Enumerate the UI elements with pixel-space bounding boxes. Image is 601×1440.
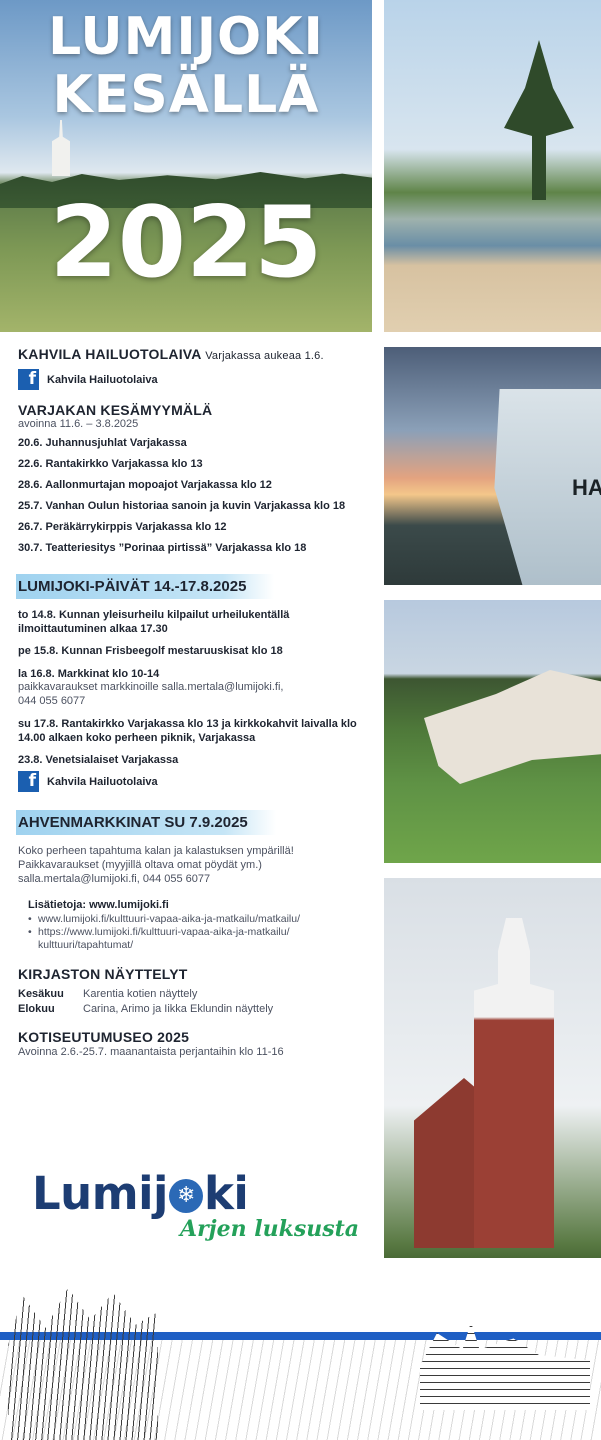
church-tower	[474, 918, 554, 1248]
facebook-link[interactable]: f Kahvila Hailuotolaiva	[18, 771, 363, 792]
horse-head	[424, 670, 601, 790]
ahven-text: Paikkavaraukset (myyjillä oltava omat pöydät ym.)	[18, 859, 262, 871]
kesamyymala-hours: avoinna 11.6. – 3.8.2025	[18, 418, 139, 430]
exhibition-text: Karentia kotien näyttely	[83, 988, 198, 1000]
landscape-illustration	[0, 1270, 601, 1440]
ahvenmarkkinat-banner: AHVENMARKKINAT SU 7.9.2025	[16, 810, 276, 835]
hero-image	[0, 0, 372, 332]
info-link[interactable]: • https://www.lumijoki.fi/kulttuuri-vapaa-aika-ja-matkailu/ kulttuuri/tapahtumat/	[28, 926, 363, 952]
kirjasto-heading: KIRJASTON NÄYTTELYT	[18, 966, 188, 982]
photo-column	[384, 0, 601, 1270]
list-item: 30.7. Teatteriesitys ”Porinaa pirtissä” Varjakassa klo 18	[18, 542, 307, 554]
list-item: 22.6. Rantakirkko Varjakassa klo 13	[18, 458, 203, 470]
contact-note: 044 055 6077	[18, 695, 86, 707]
facebook-icon: f	[18, 771, 39, 792]
ahven-text: Koko perheen tapahtuma kalan ja kalastuksen ympärillä!	[18, 845, 294, 857]
snowflake-icon: ❄	[169, 1179, 203, 1213]
list-item: 28.6. Aallonmurtajan mopoajot Varjakassa klo 12	[18, 479, 272, 491]
reeds-drawing	[8, 1280, 158, 1440]
logo-wordmark: Lumij ❄ ki	[32, 1167, 249, 1220]
list-item: 23.8. Venetsialaiset Varjakassa	[18, 754, 179, 766]
list-item: su 17.8. Rantakirkko Varjakassa klo 13 ja kirkkokahvit laivalla klo 14.00 alkaen koko perheen piknik, Varjakassa	[18, 718, 357, 744]
lumijoki-logo	[32, 1168, 359, 1242]
event-listing	[18, 346, 363, 1059]
info-link[interactable]: • www.lumijoki.fi/kulttuuri-vapaa-aika-ja-matkailu/matkailu/	[28, 913, 363, 926]
list-item: pe 15.8. Kunnan Frisbeegolf mestaruuskisat klo 18	[18, 645, 283, 657]
lumijoki-paivat-banner: LUMIJOKI-PÄIVÄT 14.-17.8.2025	[16, 574, 274, 599]
contact-note: paikkavaraukset markkinoille salla.mertala@lumijoki.fi,	[18, 681, 284, 693]
facebook-link[interactable]: f Kahvila Hailuotolaiva	[18, 369, 363, 390]
list-item: la 16.8. Markkinat klo 10-14	[18, 668, 160, 680]
info-title: Lisätietoja: www.lumijoki.fi	[28, 899, 169, 911]
list-item: to 14.8. Kunnan yleisurheilu kilpailut urheilukentällä ilmoittautuminen alkaa 17.30	[18, 609, 290, 635]
ahven-text: salla.mertala@lumijoki.fi, 044 055 6077	[18, 873, 211, 885]
exhibition-text: Carina, Arimo ja Iikka Eklundin näyttely	[83, 1003, 274, 1015]
month-label: Elokuu	[18, 1003, 55, 1015]
church-photo	[384, 878, 601, 1258]
poster-year: 2025	[49, 186, 323, 300]
poster-title: LUMIJOKI KESÄLLÄ	[48, 7, 324, 125]
list-item: 20.6. Juhannusjuhlat Varjakassa	[18, 437, 187, 449]
facebook-icon: f	[18, 369, 39, 390]
ship-photo	[384, 347, 601, 585]
pine-tree	[504, 40, 574, 200]
month-label: Kesäkuu	[18, 988, 64, 1000]
horse-photo	[384, 600, 601, 863]
list-item: 25.7. Vanhan Oulun historiaa sanoin ja kuvin Varjakassa klo 18	[18, 500, 346, 512]
kirjasto-table	[18, 987, 363, 1017]
kesamyymala-heading: VARJAKAN KESÄMYYMÄLÄ	[18, 402, 213, 418]
logo-slogan: Arjen luksusta	[180, 1216, 360, 1242]
museo-heading: KOTISEUTUMUSEO 2025	[18, 1029, 190, 1045]
list-item: 26.7. Peräkärrykirppis Varjakassa klo 12	[18, 521, 227, 533]
kahvila-heading: KAHVILA HAILUOTOLAIVA Varjakassa aukeaa 1.6.	[18, 346, 324, 362]
church-silhouette	[52, 120, 70, 176]
beach-photo	[384, 0, 601, 332]
boat-hull	[484, 367, 601, 585]
museo-hours: Avoinna 2.6.-25.7. maanantaista perjantaihin klo 11-16	[18, 1046, 284, 1058]
